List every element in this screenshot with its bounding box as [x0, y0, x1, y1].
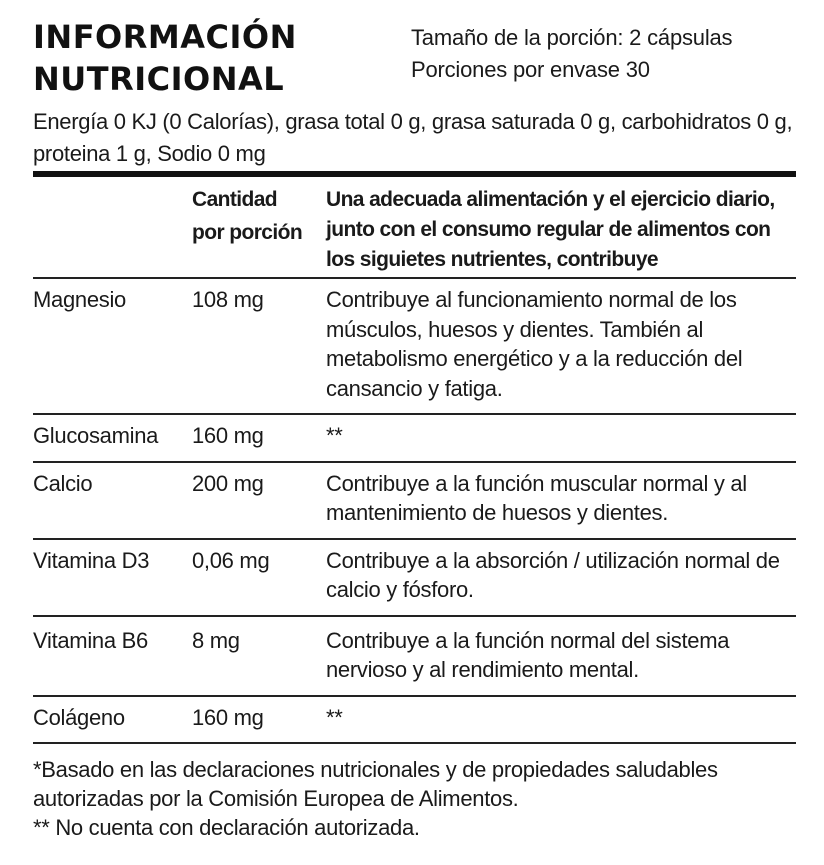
table-row [33, 539, 796, 616]
nutrient-column-header [33, 177, 192, 278]
serving-info [411, 22, 732, 86]
title-line-2: NUTRICIONAL [33, 60, 285, 98]
claim-column-header: Una adecuada alimentación y el ejercicio diario, junto con el consumo regular de alimentos con los siguietes nutrientes, contribuye [326, 188, 775, 271]
health-claim: Contribuye a la función normal del sistema nervioso y al rendimiento mental. [326, 627, 730, 682]
table-row [33, 414, 796, 462]
nutrient-amount: 8 mg [192, 627, 240, 653]
footnotes [33, 755, 813, 842]
nutrient-amount: 0,06 mg [192, 547, 270, 573]
health-claim: Contribuye a la función muscular normal y al mantenimiento de huesos y dientes. [326, 470, 747, 525]
nutrient-amount: 200 mg [192, 470, 264, 496]
nutrient-name: Glucosamina [33, 423, 159, 448]
nutrient-amount: 160 mg [192, 423, 264, 448]
table-header-row [33, 177, 796, 278]
amount-header-line-1: Cantidad [192, 188, 278, 211]
nutrient-name: Colágeno [33, 704, 125, 730]
nutrient-amount: 160 mg [192, 704, 264, 730]
footnote-unauthorized: ** No cuenta con declaración autorizada. [33, 815, 420, 840]
amount-column-header [192, 177, 326, 278]
nutrient-name: Vitamina B6 [33, 627, 148, 653]
table-row [33, 696, 796, 744]
table-row [33, 462, 796, 539]
health-claim: ** [326, 423, 343, 448]
nutrient-name: Vitamina D3 [33, 547, 150, 573]
table-row [33, 616, 796, 696]
nutrient-amount: 108 mg [192, 287, 264, 312]
footnote-basis: *Basado en las declaraciones nutricionales y de propiedades saludables autorizadas por la Comisión Europea de Alimentos. [33, 757, 718, 811]
energy-summary: Energía 0 KJ (0 Calorías), grasa total 0 g, grasa saturada 0 g, carbohidratos 0 g, proteina 1 g, Sodio 0 mg [33, 109, 793, 166]
health-claim: Contribuye a la absorción / utilización normal de calcio y fósforo. [326, 547, 780, 602]
nutrient-name: Magnesio [33, 287, 126, 312]
amount-header-line-2: por porción [192, 221, 303, 244]
nutrient-table [33, 177, 796, 744]
nutrient-name: Calcio [33, 470, 93, 496]
serving-size: Tamaño de la porción: 2 cápsulas [411, 25, 733, 50]
table-row [33, 278, 796, 414]
health-claim: ** [326, 704, 343, 730]
servings-per-container: Porciones por envase 30 [411, 57, 650, 82]
health-claim: Contribuye al funcionamiento normal de los músculos, huesos y dientes. También al metabolismo energético y a la reducción del cansancio y fatiga. [326, 287, 743, 401]
title-line-1: INFORMACIÓN [33, 18, 297, 56]
label-title [33, 16, 297, 100]
